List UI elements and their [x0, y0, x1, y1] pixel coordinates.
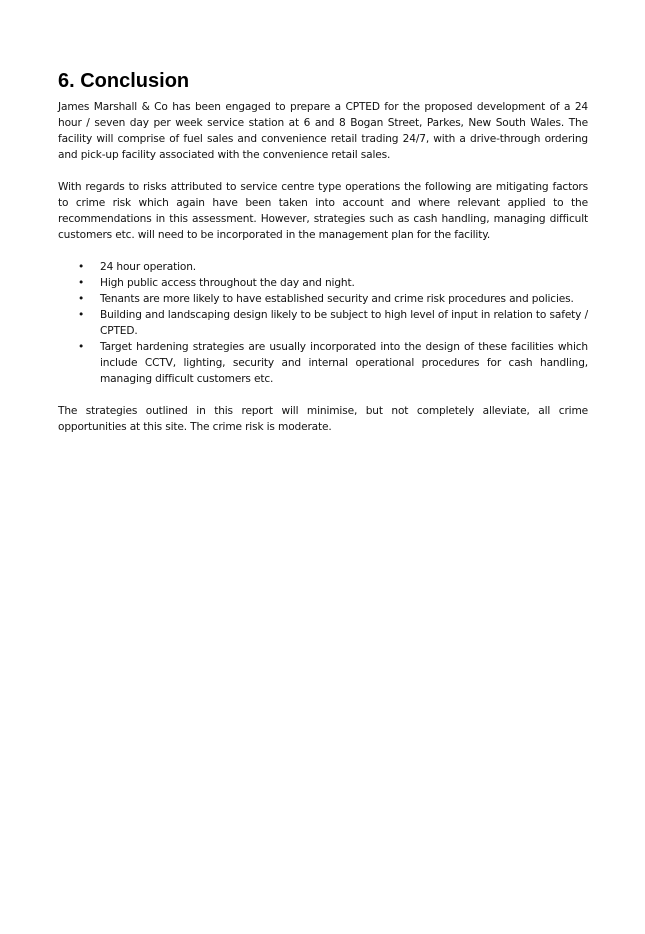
list-item [58, 307, 588, 339]
mitigating-factors-list [58, 259, 588, 387]
list-item [58, 339, 588, 387]
section-heading: 6. Conclusion [58, 70, 190, 92]
list-item-text: Target hardening strategies are usually incorporated into the design of these facilities which include CCTV, lighting, security and internal operational procedures for cash handling, managing difficult customers etc. [100, 341, 588, 385]
closing-paragraph: The strategies outlined in this report will minimise, but not completely alleviate, all crime opportunities at this site. The crime risk is moderate. [58, 405, 588, 433]
list-item-text: High public access throughout the day and night. [100, 277, 355, 289]
bullet-icon: • [78, 277, 85, 289]
list-item [58, 291, 588, 307]
list-item-text: Building and landscaping design likely to be subject to high level of input in relation to safety / CPTED. [100, 309, 588, 337]
list-item [58, 275, 588, 291]
list-item-text: 24 hour operation. [100, 261, 197, 273]
bullet-icon: • [78, 293, 85, 305]
document-page [58, 68, 588, 451]
intro-paragraph: James Marshall & Co has been engaged to prepare a CPTED for the proposed development of a 24 hour / seven day per week service station at 6 and 8 Bogan Street, Parkes, New South Wales. The facility will comprise of fuel sales and convenience retail trading 24/7, with a drive-through ordering and pick-up facility associated with the convenience retail sales. [58, 101, 588, 161]
risk-paragraph: With regards to risks attributed to service centre type operations the following are mitigating factors to crime risk which again have been taken into account and where relevant applied to the recommendations in this assessment. However, strategies such as cash handling, managing difficult customers etc. will need to be incorporated in the management plan for the facility. [58, 181, 588, 241]
list-item-text: Tenants are more likely to have established security and crime risk procedures and policies. [100, 293, 574, 305]
bullet-icon: • [78, 341, 85, 353]
list-item [58, 259, 588, 275]
bullet-icon: • [78, 309, 85, 321]
bullet-icon: • [78, 261, 85, 273]
